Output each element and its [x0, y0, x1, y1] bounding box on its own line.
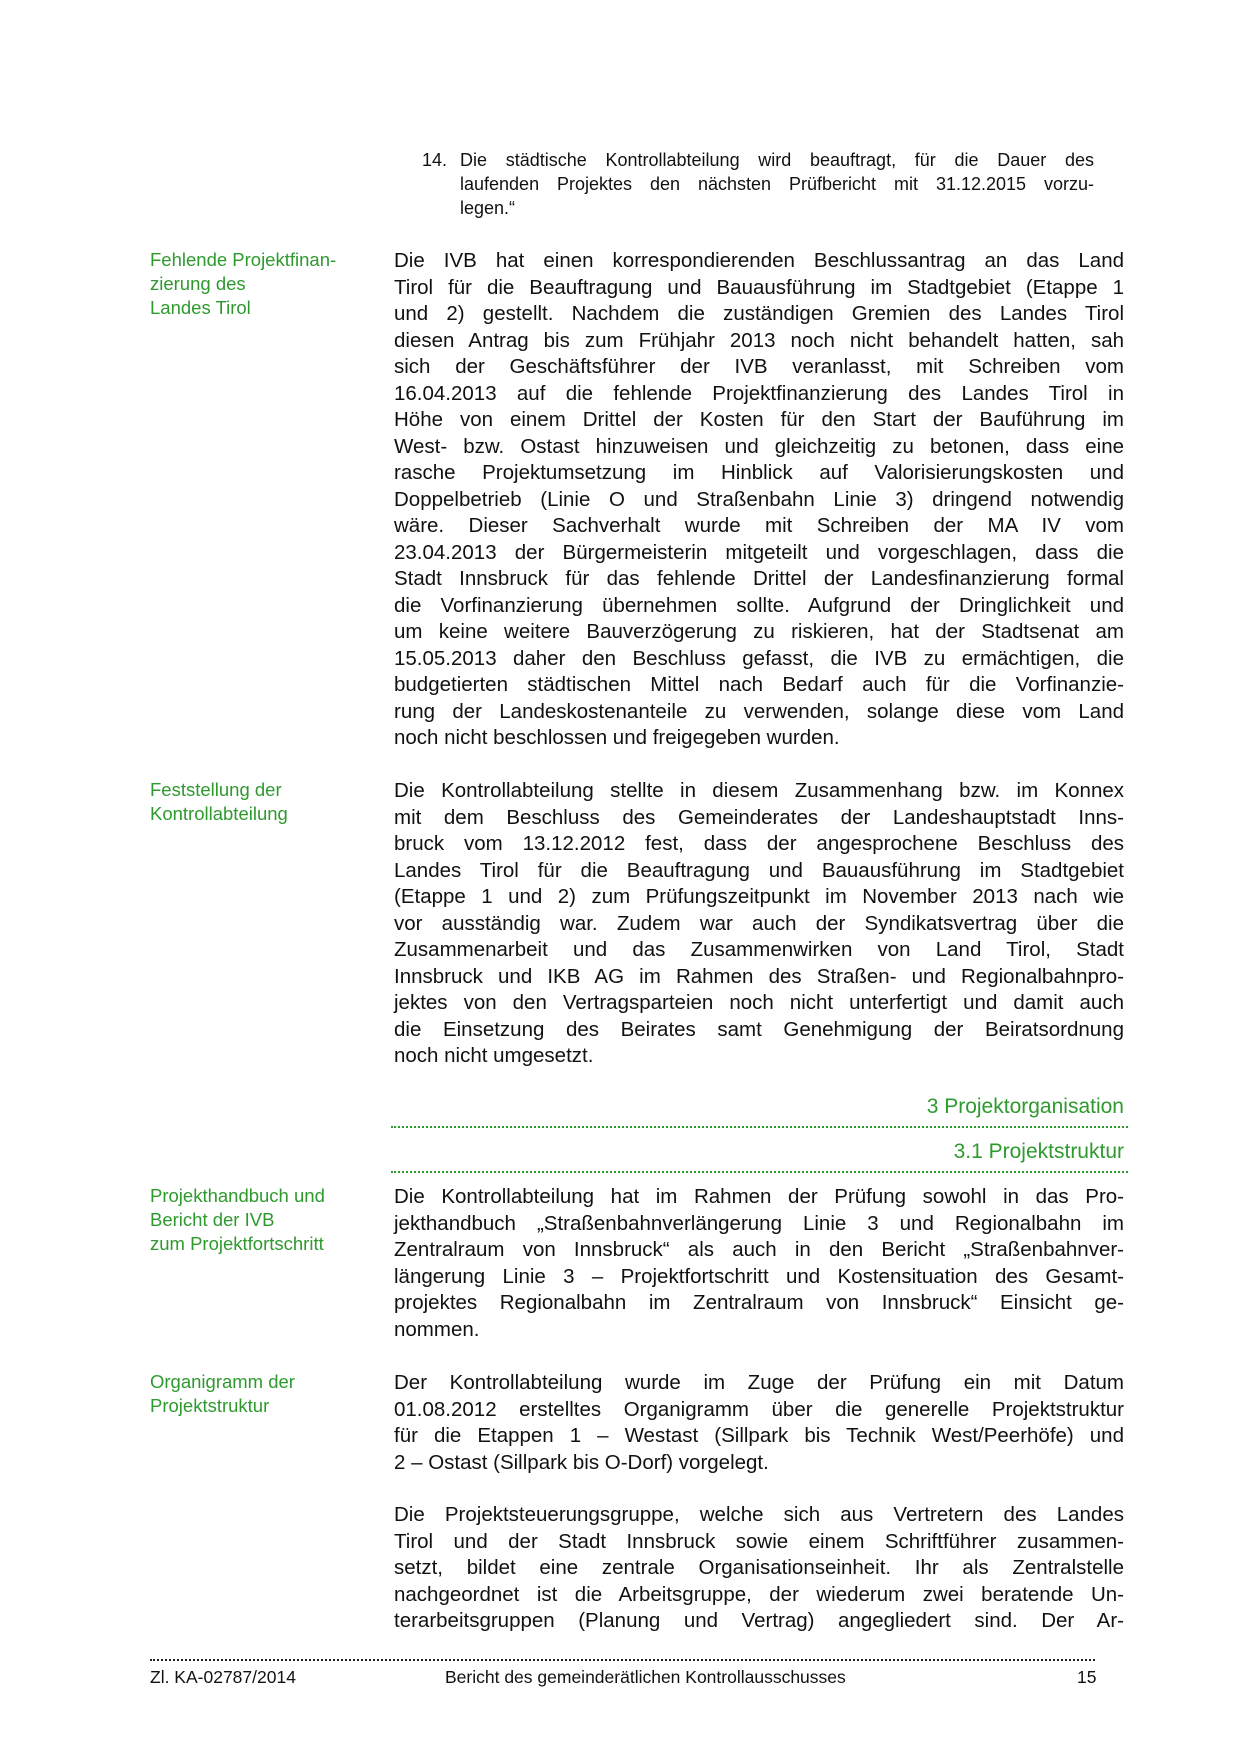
text-line: terarbeitsgruppen (Planung und Vertrag) angegliedert sind. Der Ar- — [394, 1609, 1124, 1632]
label-line: Kontrollabteilung — [150, 803, 288, 824]
footer-divider — [150, 1659, 1095, 1661]
text-line: Höhe von einem Drittel der Kosten für den Start der Bauführung im — [394, 408, 1124, 431]
text-line: Die IVB hat einen korrespondierenden Beschlussantrag an das Land — [394, 249, 1124, 272]
text-line: West- bzw. Ostast hinzuweisen und gleichzeitig zu betonen, dass eine — [394, 434, 1124, 458]
paragraph-projektfinanzierung — [394, 248, 1124, 752]
text-line: Stadt Innsbruck für das fehlende Drittel der Landesfinanzierung formal — [394, 567, 1124, 590]
section-heading-3-1: 3.1 Projektstruktur — [953, 1140, 1124, 1163]
text-line: Zentralraum von Innsbruck“ als auch in den Bericht „Straßenbahnver- — [394, 1238, 1124, 1261]
label-line: zum Projektfortschritt — [150, 1233, 324, 1254]
margin-label-projektfinanzierung — [150, 248, 370, 320]
margin-label-feststellung — [150, 778, 370, 826]
text-line: 01.08.2012 erstelltes Organigramm über die generelle Projektstruktur — [394, 1397, 1124, 1421]
label-line: Fehlende Projektfinan- — [150, 249, 337, 270]
text-line: Tirol für die Beauftragung und Bauausführung im Stadtgebiet (Etappe 1 — [394, 275, 1124, 299]
text-line: jekthandbuch „Straßenbahnverlängerung Linie 3 und Regionalbahn im — [394, 1211, 1124, 1235]
text-line: Zusammenarbeit und das Zusammenwirken von Land Tirol, Stadt — [394, 938, 1124, 961]
text-line: jektes von den Vertragsparteien noch nicht unterfertigt und damit auch — [394, 991, 1124, 1014]
text-line: diesen Antrag bis zum Frühjahr 2013 noch nicht behandelt hatten, sah — [394, 328, 1124, 352]
text-line: Landes Tirol für die Beauftragung und Bauausführung im Stadtgebiet — [394, 858, 1124, 882]
label-line: Feststellung der — [150, 779, 282, 800]
text-line: Der Kontrollabteilung wurde im Zuge der Prüfung ein mit Datum — [394, 1371, 1124, 1394]
list-number: 14. — [422, 150, 448, 170]
text-line: bruck vom 13.12.2012 fest, dass der angesprochene Beschluss des — [394, 832, 1124, 855]
section-heading-3: 3 Projektorganisation — [926, 1095, 1124, 1118]
text-line: rasche Projektumsetzung im Hinblick auf Valorisierungskosten und — [394, 461, 1124, 484]
text-line: 2 – Ostast (Sillpark bis O-Dorf) vorgelegt. — [394, 1450, 769, 1474]
text-line: projektes Regionalbahn im Zentralraum von Innsbruck“ Einsicht ge- — [394, 1291, 1124, 1314]
text-line: noch nicht umgesetzt. — [394, 1044, 594, 1067]
margin-label-projekthandbuch — [150, 1184, 370, 1256]
text-line: für die Etappen 1 – Westast (Sillpark bis Technik West/Peerhöfe) und — [394, 1424, 1124, 1447]
text-line: rung der Landeskostenanteile zu verwenden, solange diese vom Land — [394, 699, 1124, 723]
text-line: die Vorfinanzierung übernehmen sollte. Aufgrund der Dringlichkeit und — [394, 593, 1124, 617]
text-line: 15.05.2013 daher den Beschluss gefasst, die IVB zu ermächtigen, die — [394, 646, 1124, 670]
label-line: Projekthandbuch und — [150, 1185, 325, 1206]
text-line: längerung Linie 3 – Projektfortschritt und Kostensituation des Gesamt- — [394, 1264, 1124, 1288]
text-line: Die städtische Kontrollabteilung wird beauftragt, für die Dauer des — [460, 150, 1094, 170]
label-line: Landes Tirol — [150, 297, 251, 318]
paragraph-feststellung — [394, 778, 1124, 1070]
text-line: 16.04.2013 auf die fehlende Projektfinanzierung des Landes Tirol in — [394, 381, 1124, 405]
text-line: wäre. Dieser Sachverhalt wurde mit Schreiben der MA IV vom — [394, 514, 1124, 537]
paragraph-projektsteuerungsgruppe — [394, 1502, 1124, 1635]
text-line: laufenden Projektes den nächsten Prüfbericht mit 31.12.2015 vorzu- — [460, 174, 1094, 194]
text-line: nommen. — [394, 1317, 480, 1341]
text-line: noch nicht beschlossen und freigegeben wurden. — [394, 726, 840, 749]
text-line: legen.“ — [460, 198, 516, 218]
margin-label-organigramm — [150, 1370, 370, 1418]
text-line: (Etappe 1 und 2) zum Prüfungszeitpunkt im November 2013 nach wie — [394, 885, 1124, 908]
footer-title: Bericht des gemeinderätlichen Kontrollausschusses — [445, 1667, 846, 1687]
page-number: 15 — [1077, 1667, 1097, 1687]
text-line: und 2) gestellt. Nachdem die zuständigen Gremien des Landes Tirol — [394, 302, 1124, 325]
footer-reference: Zl. KA-02787/2014 — [150, 1667, 296, 1687]
text-line: Die Projektsteuerungsgruppe, welche sich aus Vertretern des Landes — [394, 1503, 1124, 1526]
paragraph-organigramm — [394, 1370, 1124, 1476]
label-line: Projektstruktur — [150, 1395, 270, 1416]
label-line: zierung des — [150, 273, 246, 294]
text-line: budgetierten städtischen Mittel nach Bedarf auch für die Vorfinanzie- — [394, 673, 1124, 696]
heading-divider — [391, 1126, 1128, 1128]
text-line: sich der Geschäftsführer der IVB veranlasst, mit Schreiben vom — [394, 355, 1124, 378]
text-line: Doppelbetrieb (Linie O und Straßenbahn Linie 3) dringend notwendig — [394, 487, 1124, 511]
text-line: Innsbruck und IKB AG im Rahmen des Straßen- und Regionalbahnpro- — [394, 964, 1124, 988]
list-text — [460, 148, 1094, 220]
label-line: Bericht der IVB — [150, 1209, 275, 1230]
heading-divider — [391, 1171, 1128, 1173]
paragraph-projekthandbuch — [394, 1184, 1124, 1343]
text-line: mit dem Beschluss des Gemeinderates der Landeshauptstadt Inns- — [394, 805, 1124, 829]
text-line: 23.04.2013 der Bürgermeisterin mitgeteilt und vorgeschlagen, dass die — [394, 540, 1124, 564]
text-line: Die Kontrollabteilung hat im Rahmen der Prüfung sowohl in das Pro- — [394, 1185, 1124, 1208]
text-line: Tirol und der Stadt Innsbruck sowie einem Schriftführer zusammen- — [394, 1529, 1124, 1553]
text-line: Die Kontrollabteilung stellte in diesem Zusammenhang bzw. im Konnex — [394, 779, 1124, 802]
text-line: vor ausständig war. Zudem war auch der Syndikatsvertrag über die — [394, 911, 1124, 935]
text-line: nachgeordnet ist die Arbeitsgruppe, der wiederum zwei beratende Un- — [394, 1582, 1124, 1606]
label-line: Organigramm der — [150, 1371, 295, 1392]
text-line: die Einsetzung des Beirates samt Genehmigung der Beiratsordnung — [394, 1017, 1124, 1041]
text-line: um keine weitere Bauverzögerung zu riskieren, hat der Stadtsenat am — [394, 620, 1124, 643]
text-line: setzt, bildet eine zentrale Organisationseinheit. Ihr als Zentralstelle — [394, 1556, 1124, 1579]
